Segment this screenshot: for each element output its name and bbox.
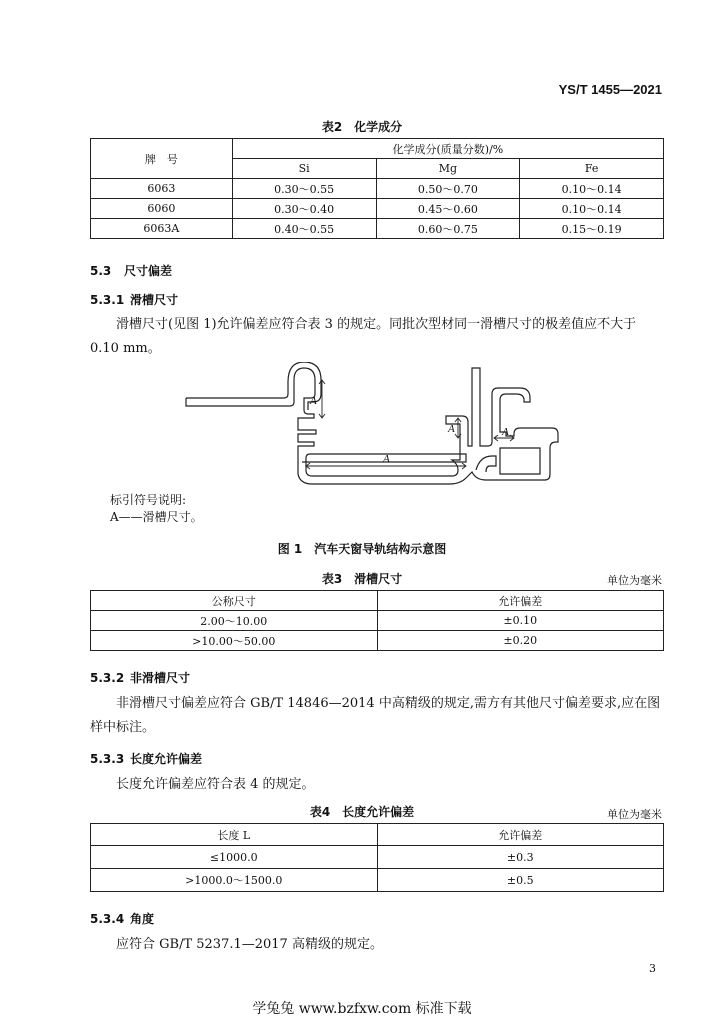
section-5-3-3-heading [90, 750, 202, 767]
section-number: 5.3 [90, 264, 112, 278]
table-row [91, 846, 664, 869]
standard-code: YS/T 1455—2021 [558, 82, 662, 97]
table4-unit: 单位为毫米 [607, 808, 662, 821]
mg-cell: 0.45～0.60 [376, 199, 520, 219]
table4-header-tol: 允许偏差 [377, 824, 663, 846]
table3-header-tol: 允许偏差 [377, 591, 664, 611]
size-cell: 2.00～10.00 [91, 611, 378, 631]
table4-header-length: 长度 L [91, 824, 378, 846]
section-5-3-2-heading [90, 669, 190, 686]
table-row [91, 179, 664, 199]
size-cell: >10.00～50.00 [91, 631, 378, 651]
section-number: 5.3.3 [90, 752, 125, 766]
table2-header-group: 化学成分(质量分数)/% [232, 139, 663, 159]
guide-rail-figure [180, 362, 580, 497]
si-cell: 0.30～0.40 [232, 199, 376, 219]
rail-right-hook [476, 456, 496, 472]
section-title: 长度允许偏差 [130, 752, 203, 766]
section-title: 角度 [130, 912, 155, 926]
section-5-3-2-text: 非滑槽尺寸偏差应符合 GB/T 14846—2014 中高精级的规定,需方有其他尺寸偏差要求,应在图样中标注。 [90, 696, 661, 735]
section-title: 滑槽尺寸 [130, 293, 179, 307]
section-title: 非滑槽尺寸 [130, 671, 191, 685]
dim-label-a: A [502, 426, 509, 438]
brand-cell: 6063A [91, 219, 233, 239]
tol-cell: ±0.20 [377, 631, 664, 651]
dim-label-a: A [310, 395, 317, 407]
tol-cell: ±0.3 [377, 846, 663, 869]
table3-unit: 单位为毫米 [607, 574, 662, 587]
table3-header-size: 公称尺寸 [91, 591, 378, 611]
section-title: 尺寸偏差 [124, 264, 173, 278]
brand-cell: 6060 [91, 199, 233, 219]
table2-caption: 表2 化学成分 [321, 120, 403, 134]
rail-upper-lip [186, 362, 321, 410]
section-5-3-4-text: 应符合 GB/T 5237.1—2017 高精级的规定。 [116, 937, 383, 952]
table3 [90, 590, 664, 651]
table-row [91, 869, 664, 892]
table-row [91, 219, 664, 239]
mg-cell: 0.50～0.70 [376, 179, 520, 199]
table4-caption: 表4 长度允许偏差 [309, 805, 415, 819]
page-number: 3 [649, 962, 656, 975]
dim-label-a: A [448, 423, 455, 435]
fe-cell: 0.10～0.14 [520, 199, 664, 219]
table-row [91, 199, 664, 219]
table4 [90, 823, 664, 892]
si-cell: 0.40～0.55 [232, 219, 376, 239]
table3-caption: 表3 滑槽尺寸 [321, 572, 403, 586]
section-number: 5.3.1 [90, 293, 125, 307]
si-cell: 0.30～0.55 [232, 179, 376, 199]
fe-cell: 0.10～0.14 [520, 179, 664, 199]
table2-header-mg: Mg [376, 159, 520, 179]
brand-cell: 6063 [91, 179, 233, 199]
section-number: 5.3.4 [90, 912, 125, 926]
figure-legend [110, 492, 203, 526]
mg-cell: 0.60～0.75 [376, 219, 520, 239]
legend-item: A——滑槽尺寸。 [110, 510, 203, 524]
tol-cell: ±0.5 [377, 869, 663, 892]
tol-cell: ±0.10 [377, 611, 664, 631]
section-5-3-1-text: 滑槽尺寸(见图 1)允许偏差应符合表 3 的规定。同批次型材同一滑槽尺寸的极差值应不大于 0.10 mm。 [90, 317, 637, 356]
table2-header-si: Si [232, 159, 376, 179]
table2-header-fe: Fe [520, 159, 664, 179]
section-number: 5.3.2 [90, 671, 125, 685]
section-5-3-heading [90, 262, 172, 279]
dim-label-a: A [383, 453, 390, 465]
figure1-caption: 图 1 汽车天窗导轨结构示意图 [277, 542, 447, 556]
length-cell: >1000.0～1500.0 [91, 869, 378, 892]
section-5-3-1-heading [90, 291, 178, 308]
length-cell: ≤1000.0 [91, 846, 378, 869]
fe-cell: 0.15～0.19 [520, 219, 664, 239]
table2-header-brand: 牌 号 [91, 139, 233, 179]
rail-right-chamber [500, 448, 540, 474]
table2 [90, 138, 664, 239]
section-5-3-4-heading [90, 910, 154, 927]
table-row [91, 631, 664, 651]
legend-title: 标引符号说明: [110, 493, 187, 507]
table-row [91, 611, 664, 631]
section-5-3-3-text: 长度允许偏差应符合表 4 的规定。 [116, 777, 315, 792]
footer-watermark: 学兔兔 www.bzfxw.com 标准下载 [252, 1001, 472, 1017]
